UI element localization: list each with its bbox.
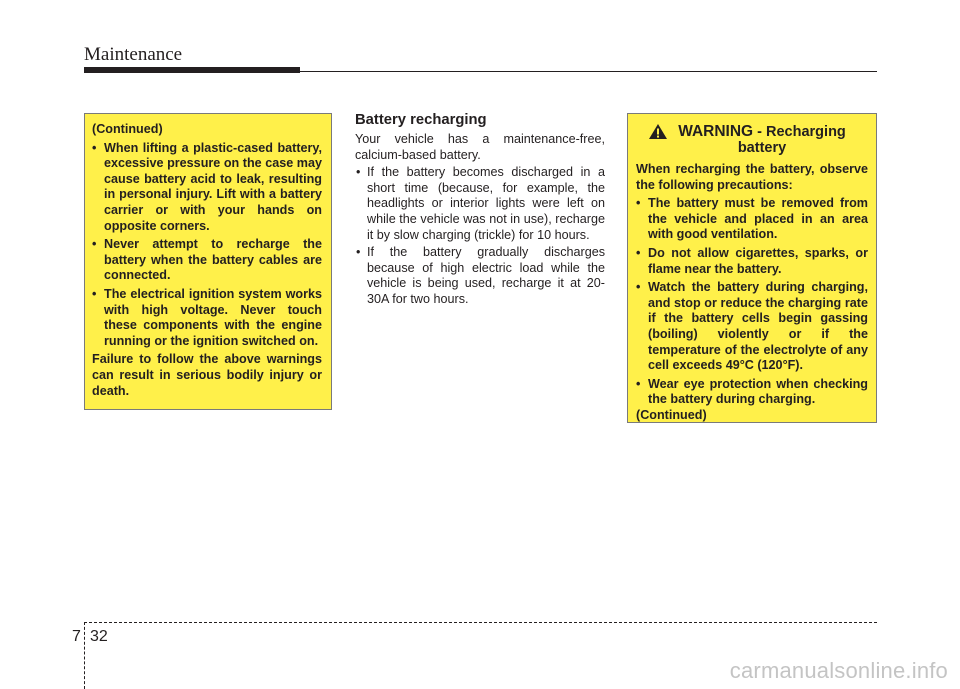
footer-rule bbox=[84, 622, 877, 623]
battery-recharging-section bbox=[355, 112, 605, 308]
chapter-number: 7 bbox=[72, 628, 81, 645]
list-item: • The battery must be removed from the vehicle and placed in an area with good ventilation. bbox=[636, 196, 868, 243]
list-item: • The electrical ignition system works with high voltage. Never touch these components with the engine running or the ignition switched on. bbox=[92, 287, 322, 349]
list-item: • Watch the battery during charging, and stop or reduce the charging rate if the battery cells begin gassing (boiling) violently or if the temperature of the electrolyte of any cell exceeds 49°C (120°F). bbox=[636, 280, 868, 374]
recharge-list bbox=[355, 165, 605, 307]
warning-intro: When recharging the battery, observe the following precautions: bbox=[636, 162, 868, 192]
warning-subject: - Recharging battery bbox=[737, 124, 846, 156]
list-item: • When lifting a plastic-cased battery, excessive pressure on the case may cause battery acid to leak, resulting in personal injury. Lift with a battery carrier or with your hands on opposite corners. bbox=[92, 141, 322, 235]
continued-label: (Continued) bbox=[636, 407, 707, 422]
list-item: • If the battery gradually discharges because of high electric load while the vehicle is being used, recharge it at 20-30A for two hours. bbox=[355, 245, 605, 307]
section-title: Maintenance bbox=[84, 44, 183, 65]
caution-closing: Failure to follow the above warnings can result in serious bodily injury or death. bbox=[92, 352, 322, 398]
list-item: • Do not allow cigarettes, sparks, or flame near the battery. bbox=[636, 246, 868, 277]
continued-label: (Continued) bbox=[92, 122, 163, 136]
warning-word: WARNING bbox=[678, 123, 754, 140]
list-item: • Wear eye protection when checking the battery during charging. bbox=[636, 377, 868, 408]
section-intro: Your vehicle has a maintenance-free, calcium-based battery. bbox=[355, 132, 605, 162]
list-item: • If the battery becomes discharged in a short time (because, for example, the headlights or interior lights were left on while the vehicle was not in use), recharge it by slow charging (trickle) for 10 hours. bbox=[355, 165, 605, 243]
warning-heading bbox=[636, 124, 868, 156]
page-number: 32 bbox=[90, 628, 108, 645]
list-item: • Never attempt to recharge the battery when the battery cables are connected. bbox=[92, 237, 322, 284]
warning-triangle-icon bbox=[648, 123, 668, 140]
warning-list bbox=[636, 196, 868, 408]
header-rule-thick bbox=[84, 67, 300, 73]
watermark: carmanualsonline.info bbox=[729, 658, 948, 683]
caution-list bbox=[92, 141, 322, 350]
section-heading: Battery recharging bbox=[355, 112, 487, 128]
warning-recharging-panel bbox=[627, 113, 877, 423]
footer-divider bbox=[84, 622, 85, 689]
header-rule-thin bbox=[300, 71, 877, 72]
caution-continued-panel bbox=[84, 113, 332, 410]
